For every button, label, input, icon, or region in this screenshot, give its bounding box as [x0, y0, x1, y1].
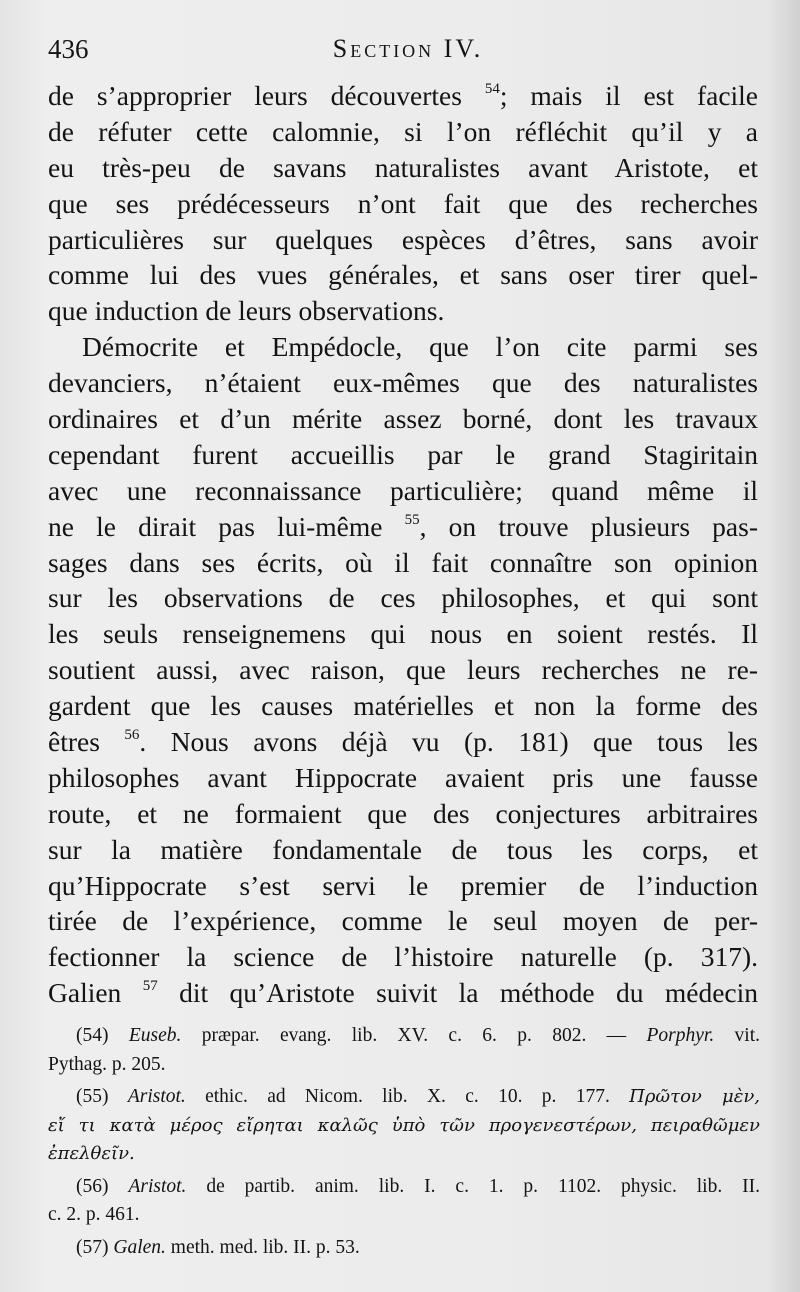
page-number: 436: [48, 34, 89, 64]
page-header: [48, 34, 768, 74]
body-text: [48, 78, 758, 1011]
footnote-ref[interactable]: 54: [484, 81, 500, 97]
text-line: cependant furent accueillis par le grand Stagiritain: [48, 438, 758, 470]
text-line: êtres $^{56}$. Nous avons déjà vu (p. 181) que tous les: [48, 726, 759, 758]
text-line: de réfuter cette calomnie, si l’on réfléchit qu’il y a: [48, 115, 758, 147]
footnote-56: (56) Aristot. de partib. anim. lib. I. c. 1. p. 1102. physic. lib. II.: [76, 1175, 761, 1197]
footnote-55: (55) Aristot. ethic. ad Nicom. lib. X. c. 10. p. 177. Πρῶτον μὲν,: [76, 1086, 761, 1107]
text-line: sur la matière fondamentale de tous les corps, et: [48, 833, 758, 865]
text-line: soutient aussi, avec raison, que leurs recherches ne re-: [48, 654, 758, 686]
text-line: ne le dirait pas lui-même $^{55}$, on trouve plusieurs pas-: [48, 510, 758, 542]
text-line: de s’approprier leurs découvertes $^{54}$; mais il est facile: [48, 80, 759, 111]
text-line: tirée de l’expérience, comme le seul moyen de per-: [48, 905, 758, 937]
text-line: route, et ne formaient que des conjectures arbitraires: [48, 797, 758, 829]
text-line: eu très-peu de savans naturalistes avant Aristote, et: [48, 151, 758, 183]
footnote-57: (57) Galen. meth. med. lib. II. p. 53.: [76, 1236, 360, 1258]
text-line: devanciers, n’étaient eux-mêmes que des naturalistes: [48, 367, 758, 399]
text-line: que induction de leurs observations.: [48, 295, 445, 327]
footnote-55-cont: εἴ τι κατὰ μέρος εἴρηται καλῶς ὑπὸ τῶν προγενεστέρων, πειραθῶμεν: [48, 1114, 760, 1136]
text-line: ordinaires et d’un mérite assez borné, dont les travaux: [48, 403, 758, 435]
text-line: qu’Hippocrate s’est servi le premier de l’induction: [48, 869, 758, 901]
running-head: Section IV.: [332, 34, 484, 63]
footnote-56-cont: c. 2. p. 461.: [48, 1204, 140, 1225]
footnote-ref[interactable]: 56: [124, 727, 140, 744]
footnote-55-cont: ἐπελθεῖν.: [48, 1143, 135, 1164]
text-line: sur les observations de ces philosophes, et qui sont: [48, 582, 758, 614]
text-line: comme lui des vues générales, et sans oser tirer quel-: [48, 259, 758, 291]
text-line: Démocrite et Empédocle, que l’on cite parmi ses: [82, 331, 758, 363]
footnote-ref[interactable]: 55: [404, 511, 420, 528]
text-line: Galien $^{57}$ dit qu’Aristote suivit la méthode du médecin: [48, 977, 758, 1009]
text-line: les seuls renseignemens qui nous en soient restés. Il: [48, 618, 758, 650]
footnote-54-cont: Pythag. p. 205.: [48, 1053, 166, 1075]
text-line: sages dans ses écrits, où il fait connaître son opinion: [48, 546, 758, 578]
text-line: fectionner la science de l’histoire naturelle (p. 317).: [48, 941, 758, 973]
footnote-ref[interactable]: 57: [142, 978, 158, 995]
footnote-54: (54) Euseb. præpar. evang. lib. XV. c. 6. p. 802. — Porphyr. vit.: [76, 1025, 761, 1046]
footnotes: [48, 1022, 760, 1262]
text-line: avec une reconnaissance particulière; quand même il: [48, 474, 758, 506]
text-line: que ses prédécesseurs n’ont fait que des recherches: [48, 187, 758, 219]
text-line: particulières sur quelques espèces d’êtres, sans avoir: [48, 223, 758, 255]
text-line: gardent que les causes matérielles et non la forme des: [48, 690, 758, 722]
text-line: philosophes avant Hippocrate avaient pris une fausse: [48, 761, 758, 793]
